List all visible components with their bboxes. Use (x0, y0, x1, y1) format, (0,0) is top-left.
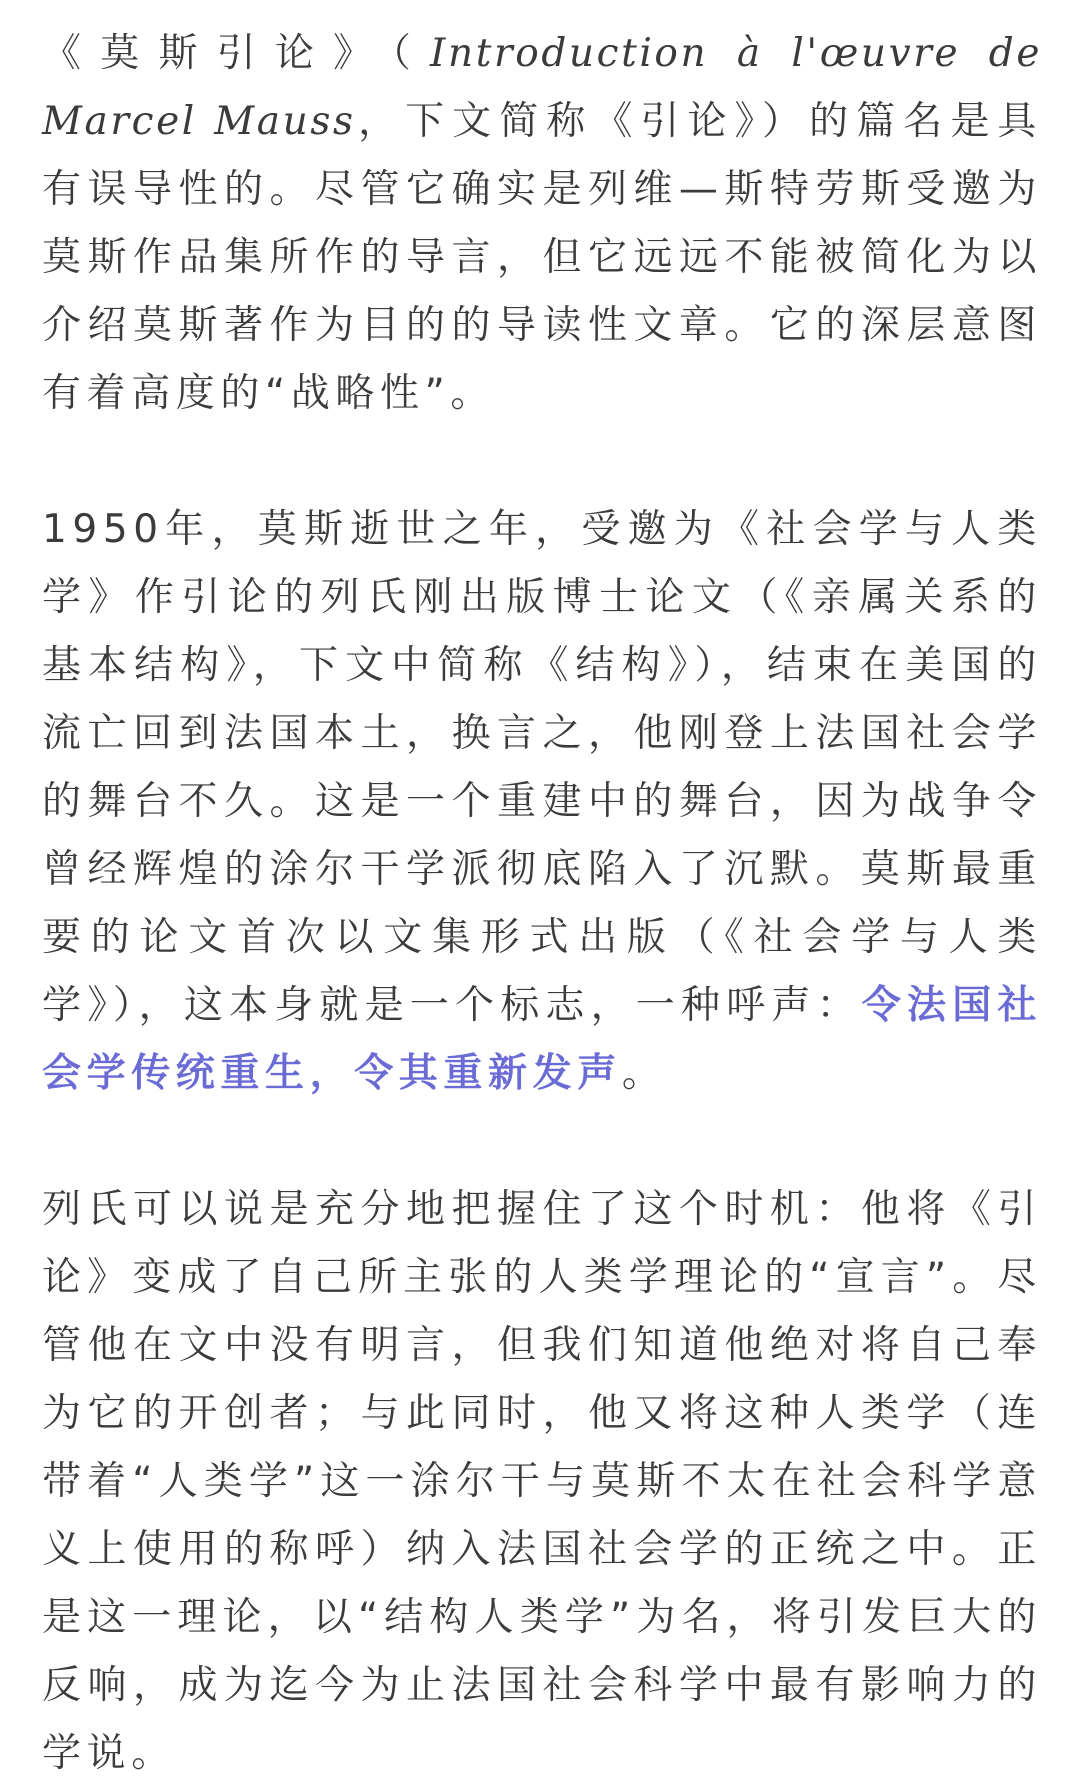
book-title-italic: Introduction à l'œuvre de Marcel Mauss (42, 31, 1043, 144)
paragraph-context-end: 。 (621, 1051, 667, 1096)
article-body (42, 20, 1042, 1788)
text-after-title: ，下文简称《引论》）的篇名是具有误导性的。尽管它确实是列维—斯特劳斯受邀为莫斯作品集所作的导言，但它远远不能被简化为以介绍莫斯著作为目的的导读性文章。它的深层意图有着高度的“战略性”。 (42, 99, 1042, 416)
paragraph-context (42, 496, 1042, 1108)
paragraph-intro (42, 20, 1042, 428)
highlighted-phrase: 令法国社会学传统重生，令其重新发声 (42, 983, 1042, 1096)
paragraph-manifesto-text: 列氏可以说是充分地把握住了这个时机：他将《引论》变成了自己所主张的人类学理论的“宣言”。尽管他在文中没有明言，但我们知道他绝对将自己奉为它的开创者；与此同时，他又将这种人类学（连带着“人类学”这一涂尔干与莫斯不太在社会科学意义上使用的称呼）纳入法国社会学的正统之中。正是这一理论，以“结构人类学”为名，将引发巨大的反响，成为迄今为止法国社会科学中最有影响力的学说。 (42, 1187, 1042, 1776)
paragraph-context-text: 1950年，莫斯逝世之年，受邀为《社会学与人类学》作引论的列氏刚出版博士论文（《亲属关系的基本结构》，下文中简称《结构》），结束在美国的流亡回到法国本土，换言之，他刚登上法国社会学的舞台不久。这是一个重建中的舞台，因为战争令曾经辉煌的涂尔干学派彻底陷入了沉默。莫斯最重要的论文首次以文集形式出版（《社会学与人类学》），这本身就是一个标志，一种呼声： (42, 507, 1042, 1028)
paragraph-manifesto (42, 1176, 1042, 1788)
text-before-title: 《莫斯引论》（ (42, 31, 431, 76)
